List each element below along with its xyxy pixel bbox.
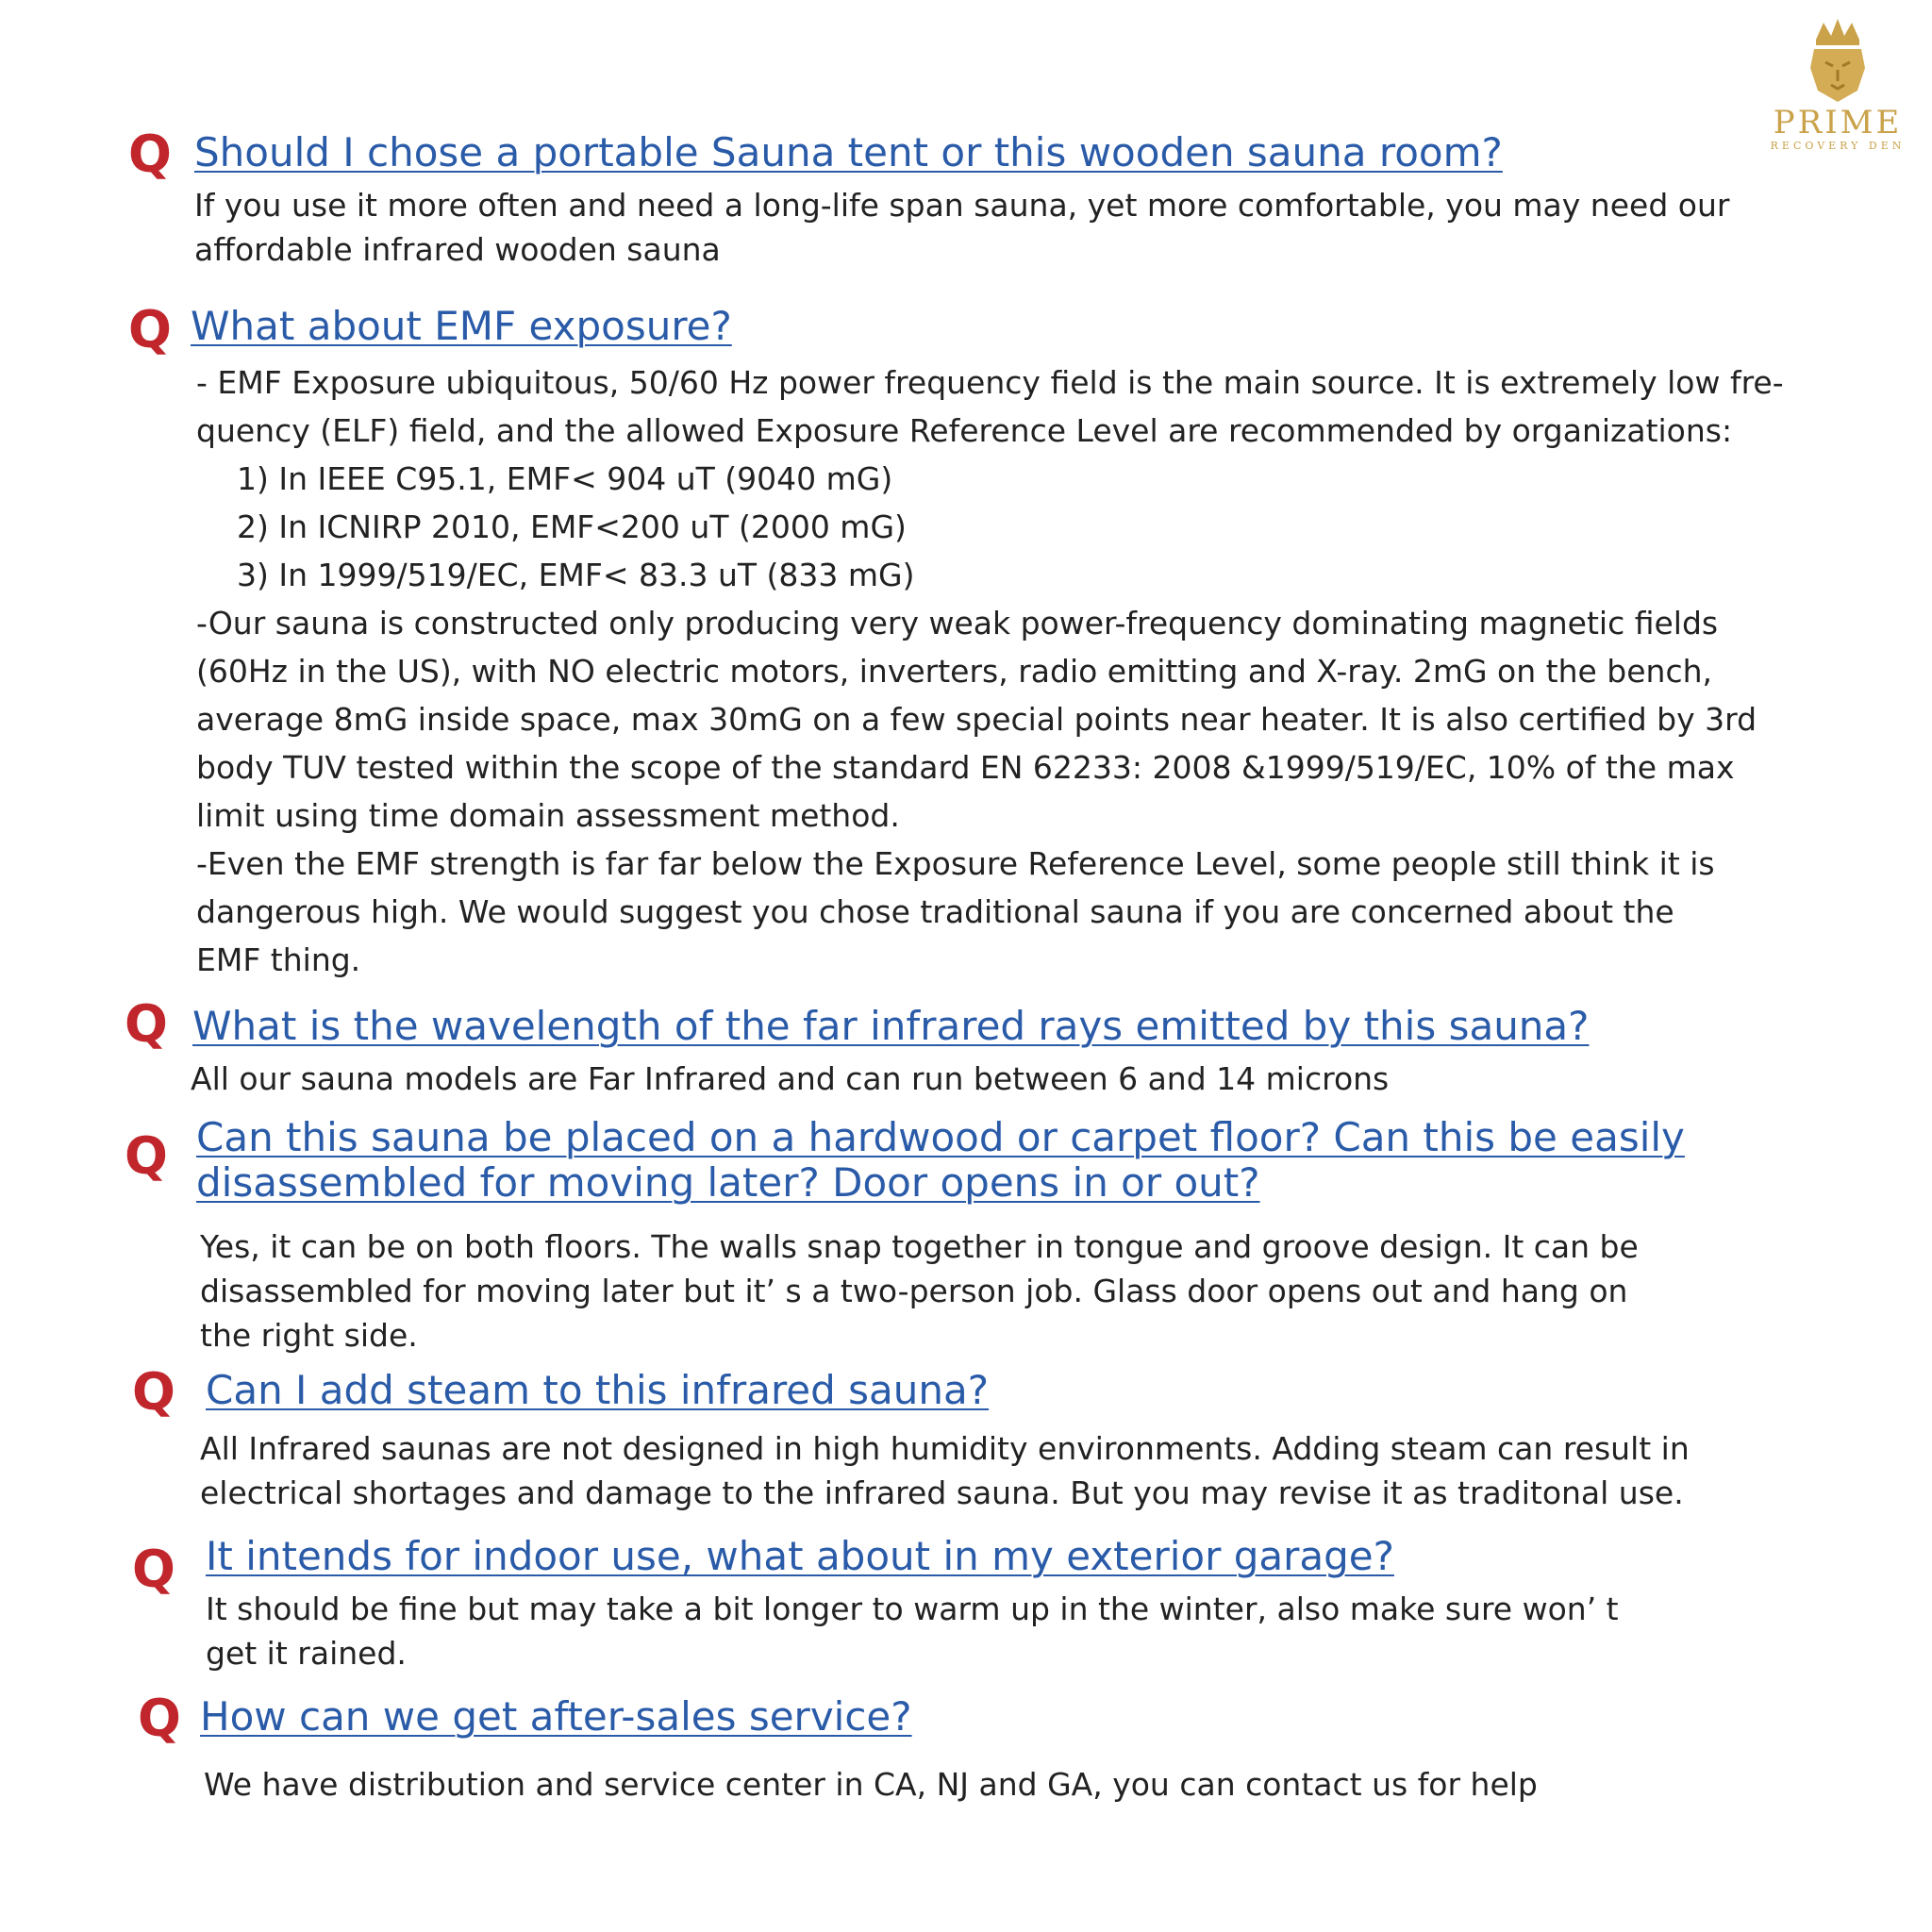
answer-line: - EMF Exposure ubiquitous, 50/60 Hz power frequency field is the main source. It is extremely low fre-	[196, 364, 1784, 401]
answer-line: affordable infrared wooden sauna	[194, 231, 721, 268]
faq-question-3: What is the wavelength of the far infrared rays emitted by this sauna?	[192, 1003, 1590, 1049]
answer-line: average 8mG inside space, max 30mG on a few special points near heater. It is also certified by 3rd	[196, 701, 1757, 738]
answer-list-item: 3) In 1999/519/EC, EMF< 83.3 uT (833 mG)	[237, 557, 915, 593]
answer-line: -Our sauna is constructed only producing very weak power-frequency dominating magnetic fields	[196, 605, 1719, 641]
answer-line: If you use it more often and need a long-life span sauna, yet more comfortable, you may need our	[194, 187, 1730, 224]
answer-line: -Even the EMF strength is far far below the Exposure Reference Level, some people still think it is	[196, 845, 1715, 882]
answer-list-item: 2) In ICNIRP 2010, EMF<200 uT (2000 mG)	[237, 508, 907, 545]
answer-line: dangerous high. We would suggest you chose traditional sauna if you are concerned about the	[196, 893, 1674, 930]
question-line: Can this sauna be placed on a hardwood or carpet floor? Can this be easily	[196, 1114, 1685, 1160]
faq-answer-7	[204, 1762, 1538, 1807]
answer-line: It should be fine but may take a bit longer to warm up in the winter, also make sure won’ t	[206, 1591, 1619, 1627]
faq-answer-2	[196, 358, 1784, 984]
q-marker-5: Q	[132, 1362, 175, 1422]
faq-question-2: What about EMF exposure?	[191, 303, 732, 349]
answer-line: limit using time domain assessment method.	[196, 797, 900, 834]
crowned-lion-icon	[1805, 19, 1871, 104]
answer-line: Yes, it can be on both floors. The walls snap together in tongue and groove design. It can be	[200, 1228, 1639, 1265]
answer-line: the right side.	[200, 1317, 418, 1354]
brand-logo	[1762, 19, 1913, 170]
answer-line: All our sauna models are Far Infrared and can run between 6 and 14 microns	[191, 1060, 1390, 1097]
answer-line: electrical shortages and damage to the infrared sauna. But you may revise it as traditonal use.	[200, 1474, 1684, 1511]
q-marker-7: Q	[138, 1689, 181, 1748]
brand-tagline: RECOVERY DEN	[1770, 140, 1906, 152]
q-marker-6: Q	[132, 1540, 175, 1599]
faq-answer-4	[200, 1224, 1639, 1357]
faq-answer-6	[206, 1587, 1619, 1675]
faq-answer-5	[200, 1426, 1690, 1515]
answer-line: EMF thing.	[196, 941, 361, 978]
q-marker-4: Q	[125, 1126, 168, 1186]
answer-line: We have distribution and service center in CA, NJ and GA, you can contact us for help	[204, 1766, 1538, 1803]
answer-line: body TUV tested within the scope of the standard EN 62233: 2008 &1999/519/EC, 10% of the max	[196, 749, 1735, 786]
faq-question-6: It intends for indoor use, what about in my exterior garage?	[206, 1533, 1394, 1579]
q-marker-2: Q	[128, 300, 172, 359]
brand-name: PRIME	[1773, 104, 1903, 142]
faq-answer-3	[191, 1057, 1389, 1101]
question-line: disassembled for moving later? Door opens in or out?	[196, 1159, 1260, 1206]
answer-line: disassembled for moving later but it’ s a two-person job. Glass door opens out and hang on	[200, 1273, 1628, 1309]
answer-line: All Infrared saunas are not designed in high humidity environments. Adding steam can result in	[200, 1430, 1690, 1467]
answer-line: get it rained.	[206, 1635, 407, 1672]
faq-question-4	[196, 1115, 1685, 1206]
answer-line: quency (ELF) field, and the allowed Exposure Reference Level are recommended by organizations:	[196, 412, 1733, 449]
faq-question-5: Can I add steam to this infrared sauna?	[206, 1367, 990, 1413]
q-marker-3: Q	[125, 994, 168, 1054]
q-marker-1: Q	[128, 125, 172, 184]
faq-question-1: Should I chose a portable Sauna tent or this wooden sauna room?	[194, 129, 1503, 175]
answer-list-item: 1) In IEEE C95.1, EMF< 904 uT (9040 mG)	[237, 460, 893, 497]
answer-line: (60Hz in the US), with NO electric motors, inverters, radio emitting and X-ray. 2mG on the bench,	[196, 653, 1713, 690]
faq-answer-1	[194, 183, 1729, 272]
faq-question-7: How can we get after-sales service?	[200, 1693, 912, 1740]
